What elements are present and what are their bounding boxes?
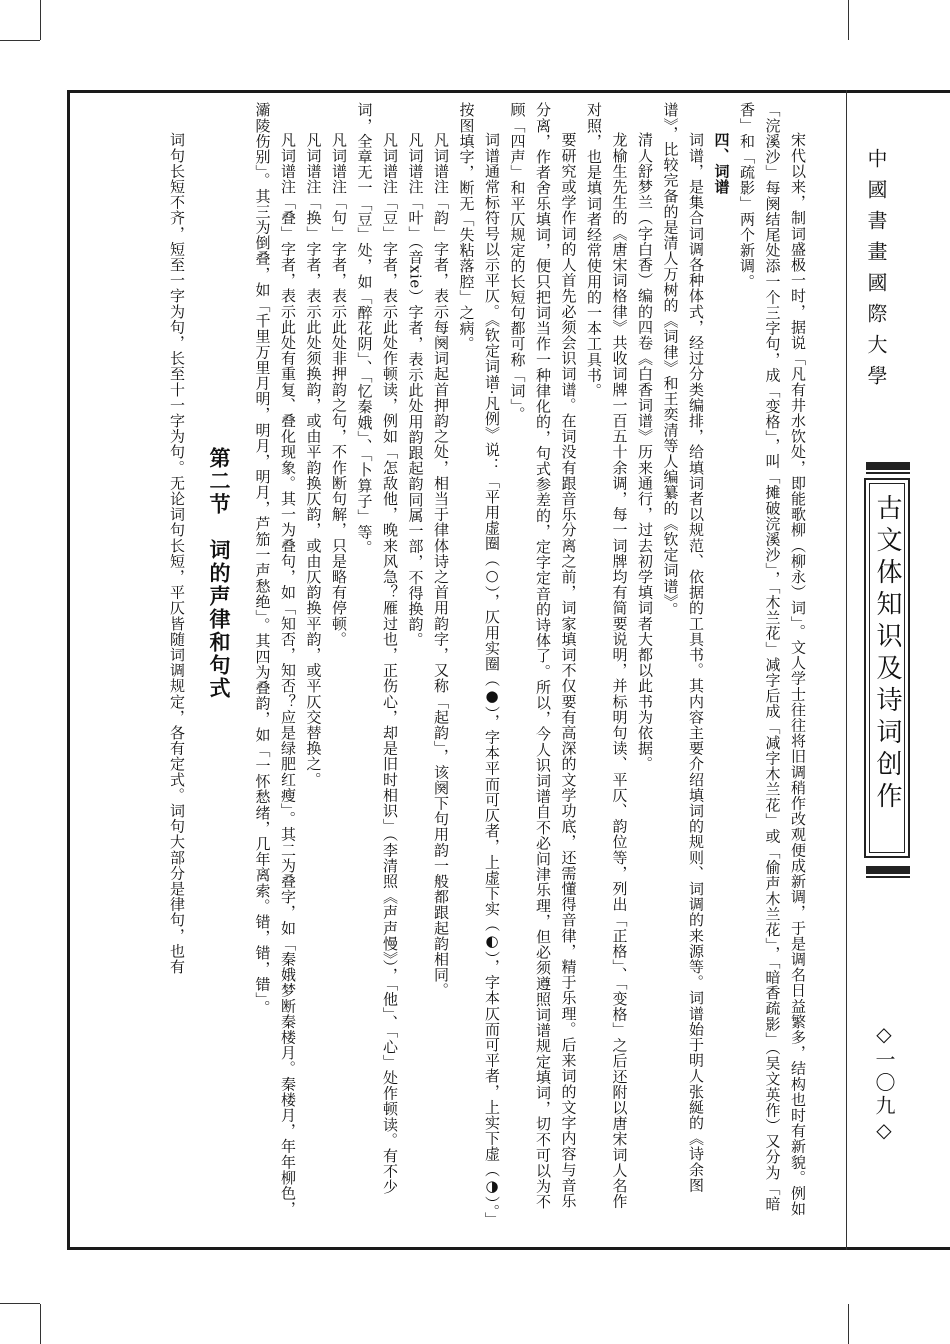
university-name: 中國書畫國際大學 xyxy=(864,148,888,396)
crop-mark xyxy=(0,1303,40,1304)
crop-mark xyxy=(848,1304,849,1344)
crop-mark xyxy=(40,0,41,40)
paragraph: 清人舒梦兰（字白香）编的四卷《白香词谱》历来通行，过去初学填词者大都以此书为依据。 xyxy=(636,132,654,772)
paragraph: 凡词谱注「叠」字者，表示此处有重复、叠化现象。其一为叠句，如「知否，知否？应是绿肥红瘦」。其二为叠字，如「秦娥梦断秦楼月。秦楼月，年年柳色，灞陵伤别」。其三为倒叠，如「千里万里月明，明月，明月，芦笳一声愁绝」。其四为叠韵，如「一怀愁绪，几年离索。错，错，错」。 xyxy=(253,102,297,1217)
paragraph: 凡词谱注「换」字者，表示此处须换韵，或由平韵换仄韵，或由仄韵换平韵，或平仄交替换之。 xyxy=(304,132,323,788)
crop-mark xyxy=(848,0,849,40)
paragraph: 词句长短不齐，短至一字为句，长至十一字为句。无论词句长短，平仄皆随词调规定，各有定式。词句大部分是律句，也有 xyxy=(168,132,186,975)
chapter-section-title: 第二节 词的声律和句式 xyxy=(207,447,231,700)
main-text xyxy=(110,102,810,1222)
paragraph: 宋代以来，制词盛极一时，据说「凡有井水饮处，即能歌柳（柳永）词」。文人学士往往将旧调稍作改观便成新调，于是调名日益繁多，结构也时有新貌。例如「浣溪沙」每阕结尾处添一个三字句，成「变格」，叫「摊破浣溪沙」，「木兰花」减字后成「减字木兰花」或「偷声木兰花」，「暗香疏影」（吴文英作）又分为「暗香」和「疏影」两个新调。 xyxy=(738,102,807,1217)
paragraph: 凡词谱注「韵」字者，表示每阕词起首押韵之处，相当于律体诗之首用韵字，又称「起韵」，该阕下句用韵一般都跟起韵相同。 xyxy=(432,132,450,999)
page-number: ◇一〇九◇ xyxy=(872,1022,896,1145)
paragraph: 凡词谱注「豆」字者，表示此处作顿读，例如「怎敌他，晚来风急？雁过也，正伤心，却是旧时相识」（李清照《声声慢》），「他」、「心」处作顿读。有不少词，全章无一「豆」处，如「醉花阴」、「忆秦娥」、「卜算子」等。 xyxy=(355,102,399,1195)
section-heading: 四、词谱 xyxy=(712,132,731,195)
crop-mark xyxy=(0,40,40,41)
paragraph: 词谱，是集合词调各种体式，经过分类编排，给填词者以规范、依据的工具书。其内容主要介绍填词的规则、词调的来源等。词谱始于明人张綖的《诗余图谱》，比较完备的是清人万树的《词律》和王奕清等人编纂的《钦定词谱》。 xyxy=(661,102,705,1193)
title-bar-top xyxy=(866,462,910,470)
paragraph: 凡词谱注「句」字者，表示此处非押韵之句，不作断句解，只是略有停顿。 xyxy=(330,132,348,647)
book-title: 古文体知识及诗词创作 xyxy=(872,494,902,814)
crop-mark xyxy=(40,1304,41,1344)
paragraph: 龙榆生先生的《唐宋词格律》共收词牌一百五十余调，每一词牌均有简要说明，并标明句读、平仄、韵位等，列出「正格」、「变格」之后还附以唐宋词人名作对照，也是填词者经常使用的一本工具书。 xyxy=(585,102,629,1209)
paragraph: 词谱通常标符号以示平仄。《钦定词谱·凡例》说：「平用虚圈（○），仄用实圈（●），字本平而可仄者，上虚下实（◐），字本仄而可平者，上实下虚（◑）。」按图填字，断无「失粘落腔」之病。 xyxy=(457,102,501,1221)
title-bar-bottom xyxy=(866,866,910,874)
book-title-box xyxy=(864,478,910,858)
paragraph: 要研究或学作词的人首先必须会识词谱。在词没有跟音乐分离之前，词家填词不仅要有高深的文学功底，还需懂得音律，精于乐理。后来词的文字内容与音乐分离，作者舍乐填词，便只把词当作一种律化的，句式参差的，定字定音的诗体了。所以，今人识词谱自不必问津乐理，但必须遵照词谱规定填词，切不可以为不顾「四声」和平仄规定的长短句都可称「词」。 xyxy=(508,102,578,1210)
paragraph: 凡词谱注「叶」（音xie）字者，表示此处用韵跟起韵同属一部，不得换韵。 xyxy=(406,132,425,648)
margin-divider xyxy=(846,90,847,1250)
